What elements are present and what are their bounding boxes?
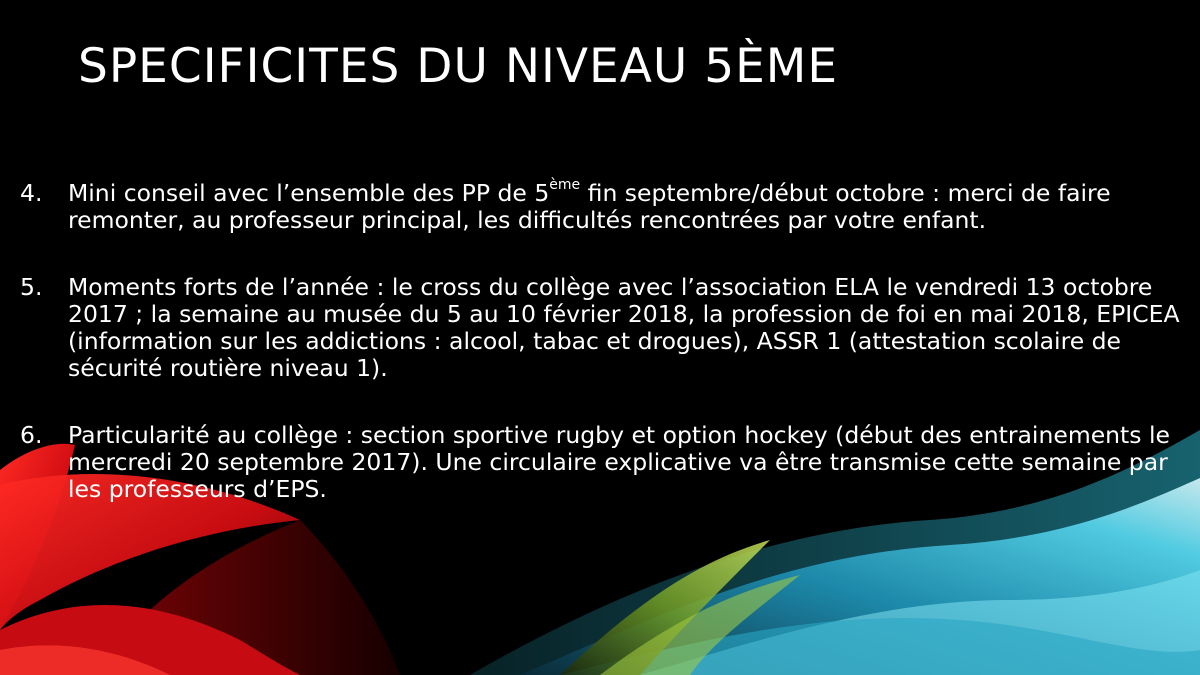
- list-item-text-start: Mini conseil avec l’ensemble des PP de 5: [68, 179, 550, 207]
- list-item-number: 6.: [20, 421, 43, 449]
- list-item-text: [68, 179, 1111, 234]
- list-item-number: 4.: [20, 179, 43, 207]
- list-item: [20, 274, 1185, 382]
- slide-title: SPECIFICITES DU NIVEAU 5ÈME: [78, 39, 839, 94]
- numbered-list: [20, 177, 1185, 503]
- list-item-text-end: fin septembre/début octobre : merci de faire remonter, au professeur principal, les difficultés rencontrées par votre enfant.: [68, 179, 1111, 234]
- list-item: [20, 422, 1185, 503]
- list-item-text: Moments forts de l’année : le cross du collège avec l’association ELA le vendredi 13 octobre 2017 ; la semaine au musée du 5 au 10 février 2018, la profession de foi en mai 2018, EPICEA (information sur les addictions : alcool, tabac et drogues), ASSR 1 (attestation scolaire de sécurité routière niveau 1).: [68, 273, 1180, 382]
- list-item-number: 5.: [20, 273, 43, 301]
- list-item-text: Particularité au collège : section sportive rugby et option hockey (début des entrainements le mercredi 20 septembre 2017). Une circulaire explicative va être transmise cette semaine par les professeurs d’EPS.: [68, 421, 1170, 503]
- list-item: [20, 177, 1185, 234]
- superscript-ordinal: ème: [549, 177, 581, 194]
